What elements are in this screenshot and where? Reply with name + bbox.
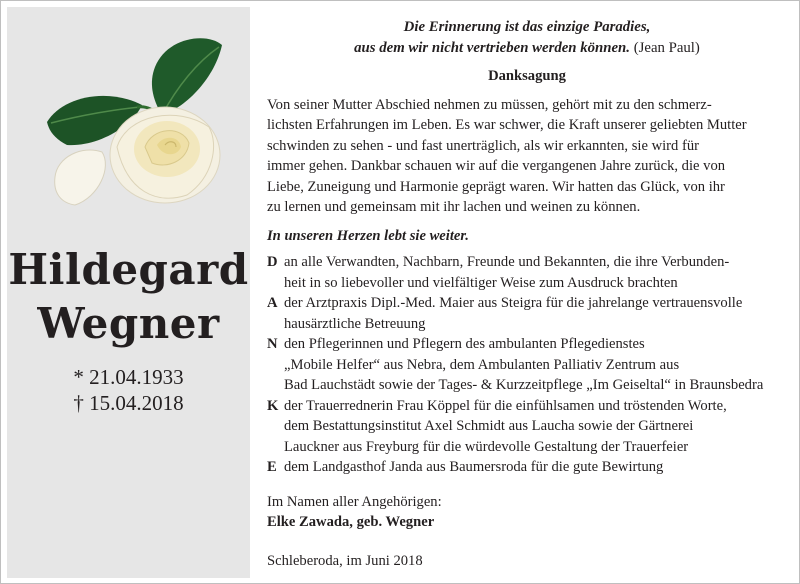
acrostic-letter: E	[267, 459, 277, 475]
acknowledgement-line: hausärztliche Betreuung	[284, 315, 426, 332]
subheading: In unseren Herzen lebt sie weiter.	[267, 227, 469, 244]
signature-name: Elke Zawada, geb. Wegner	[267, 514, 435, 530]
white-rose-image	[37, 27, 237, 227]
quote-line-1: Die Erinnerung ist das einzige Paradies,	[403, 19, 651, 35]
acknowledgement-line: heit in so liebevoller und vielfältiger Weise zum Ausdruck brachten	[284, 274, 678, 291]
paragraph-line: schwinden zu sehen - und fast unerträglich, als wir erkannten, sie wird für	[267, 137, 699, 154]
acknowledgement-item	[267, 334, 787, 396]
acknowledgement-item	[267, 252, 787, 293]
quote	[267, 17, 787, 59]
quote-line-2-text: aus dem wir nicht vertrieben werden können.	[354, 40, 630, 56]
acknowledgement-line: der Trauerrednerin Frau Köppel für die einfühlsamen und tröstenden Worte,	[284, 397, 727, 414]
acknowledgement-line: an alle Verwandten, Nachbarn, Freunde und Bekannten, die ihre Verbunden-	[284, 254, 730, 270]
life-dates	[7, 364, 250, 416]
death-date: † 15.04.2018	[73, 391, 184, 415]
text-column	[267, 17, 787, 571]
acknowledgement-line: dem Bestattungsinstitut Axel Schmidt aus Laucha sowie der Gärtnerei	[284, 418, 694, 434]
intro-paragraph	[267, 95, 787, 218]
acknowledgement-line: dem Landgasthof Janda aus Baumersroda für die gute Bewirtung	[284, 459, 664, 475]
acrostic-letter: N	[267, 336, 278, 352]
quote-line-2	[267, 38, 787, 59]
signature-intro: Im Namen aller Angehörigen:	[267, 493, 442, 510]
paragraph-line: lichsten Erfahrungen im Leben. Es war schwer, die Kraft unserer geliebten Mutter	[267, 117, 747, 133]
deceased-last-name: Wegner	[37, 299, 220, 348]
acknowledgement-line: der Arztpraxis Dipl.-Med. Maier aus Steigra für die jahrelange vertrauensvolle	[284, 295, 743, 311]
acknowledgement-line: Bad Lauchstädt sowie der Tages- & Kurzzeitpflege „Im Geiseltal“ in Braunsbedra	[284, 377, 764, 393]
acknowledgement-item	[267, 457, 787, 478]
birth-date: * 21.04.1933	[73, 365, 184, 389]
paragraph-line: Von seiner Mutter Abschied nehmen zu müssen, gehört mit zu den schmerz-	[267, 96, 712, 113]
acrostic-letter: D	[267, 254, 278, 270]
deceased-first-name: Hildegard	[8, 245, 249, 294]
acknowledgement-line: Lauckner aus Freyburg für die würdevolle Gestaltung der Trauerfeier	[284, 438, 689, 455]
left-panel	[7, 7, 250, 578]
acrostic-letter: K	[267, 397, 279, 414]
place-and-date: Schleberoda, im Juni 2018	[267, 552, 423, 569]
acknowledgement-list	[267, 252, 787, 478]
acknowledgement-line: den Pflegerinnen und Pflegern des ambulanten Pflegedienstes	[284, 336, 645, 352]
paragraph-line: zu lernen und gemeinsam mit ihr lachen und weinen zu können.	[267, 199, 641, 215]
page-title: Danksagung	[488, 68, 566, 84]
acknowledgement-line: „Mobile Helfer“ aus Nebra, dem Ambulanten Palliativ Zentrum aus	[284, 356, 680, 373]
quote-author: (Jean Paul)	[633, 40, 700, 56]
rose-petal-loose	[55, 150, 106, 205]
acrostic-letter: A	[267, 295, 278, 311]
acknowledgement-item	[267, 396, 787, 458]
acknowledgement-item	[267, 293, 787, 334]
paragraph-line: Liebe, Zuneigung und Harmonie geprägt waren. Wir hatten das Glück, von ihr	[267, 178, 725, 195]
paragraph-line: immer gehen. Dankbar schauen wir auf die vergangenen Jahre zurück, die von	[267, 158, 726, 174]
